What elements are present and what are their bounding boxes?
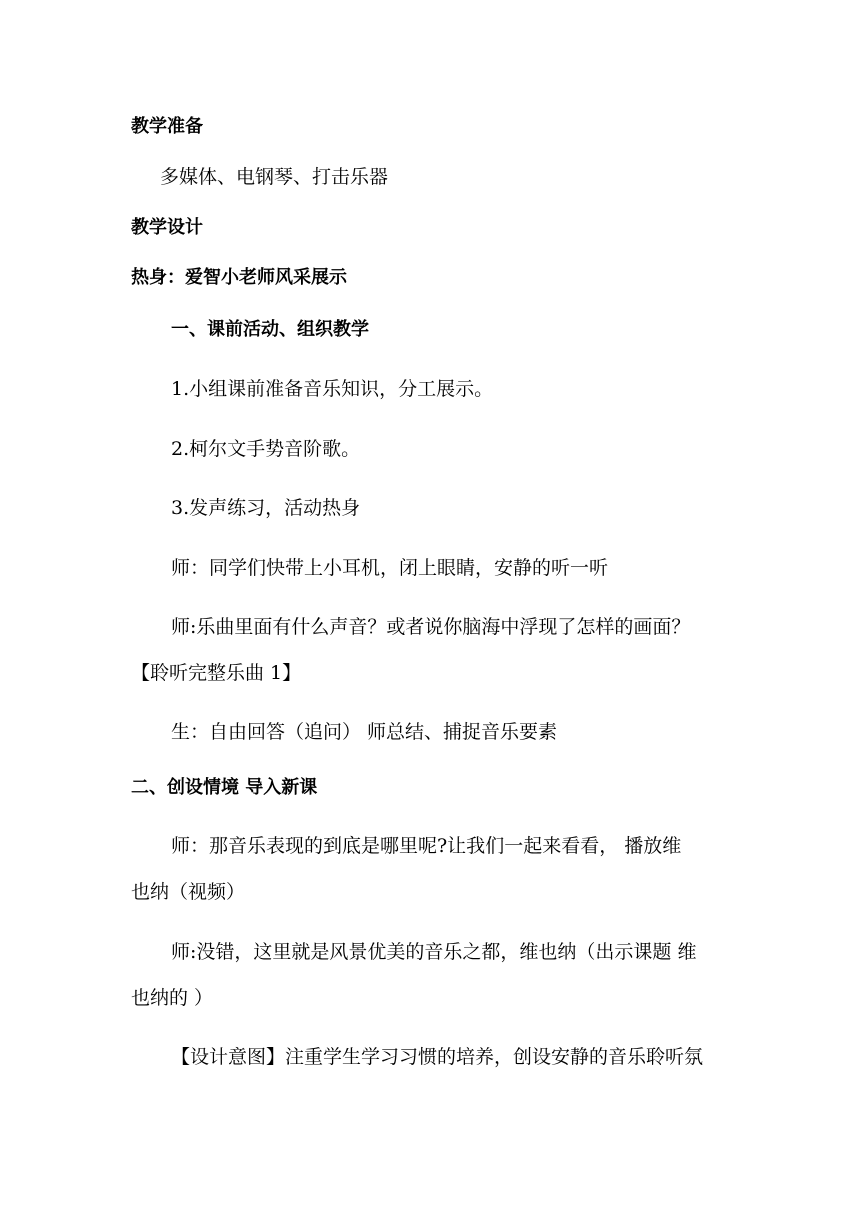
teacher-line-1: 师：同学们快带上小耳机，闭上眼睛，安静的听一听 (171, 557, 609, 579)
preparation-materials: 多媒体、电钢琴、打击乐器 (160, 166, 389, 188)
teacher-line-2: 师:乐曲里面有什么声音？或者说你脑海中浮现了怎样的画面？ (171, 616, 691, 638)
teacher-line-4-continued: 也纳的 ） (131, 987, 214, 1009)
heading-teaching-design: 教学设计 (131, 217, 203, 238)
section-one-title: 一、课前活动、组织教学 (171, 319, 369, 340)
list-item-1: 1.小组课前准备音乐知识，分工展示。 (171, 378, 494, 400)
heading-teaching-preparation: 教学准备 (131, 116, 203, 137)
list-item-3: 3.发声练习，活动热身 (171, 497, 361, 519)
teacher-line-2-continued: 【聆听完整乐曲 1】 (131, 662, 302, 684)
student-response-line: 生：自由回答（追问） 师总结、捕捉音乐要素 (171, 721, 558, 743)
teacher-line-4: 师:没错，这里就是风景优美的音乐之都，维也纳（出示课题 维 (171, 941, 697, 963)
teacher-line-3-continued: 也纳（视频） (131, 881, 246, 903)
teacher-line-3: 师：那音乐表现的到底是哪里呢?让我们一起来看看， 播放维 (171, 835, 682, 857)
list-item-2: 2.柯尔文手势音阶歌。 (171, 438, 361, 460)
heading-warmup: 热身：爱智小老师风采展示 (131, 267, 347, 288)
section-two-title: 二、创设情境 导入新课 (131, 777, 318, 798)
design-intent-line: 【设计意图】注重学生学习习惯的培养，创设安静的音乐聆听氛 (171, 1046, 704, 1068)
